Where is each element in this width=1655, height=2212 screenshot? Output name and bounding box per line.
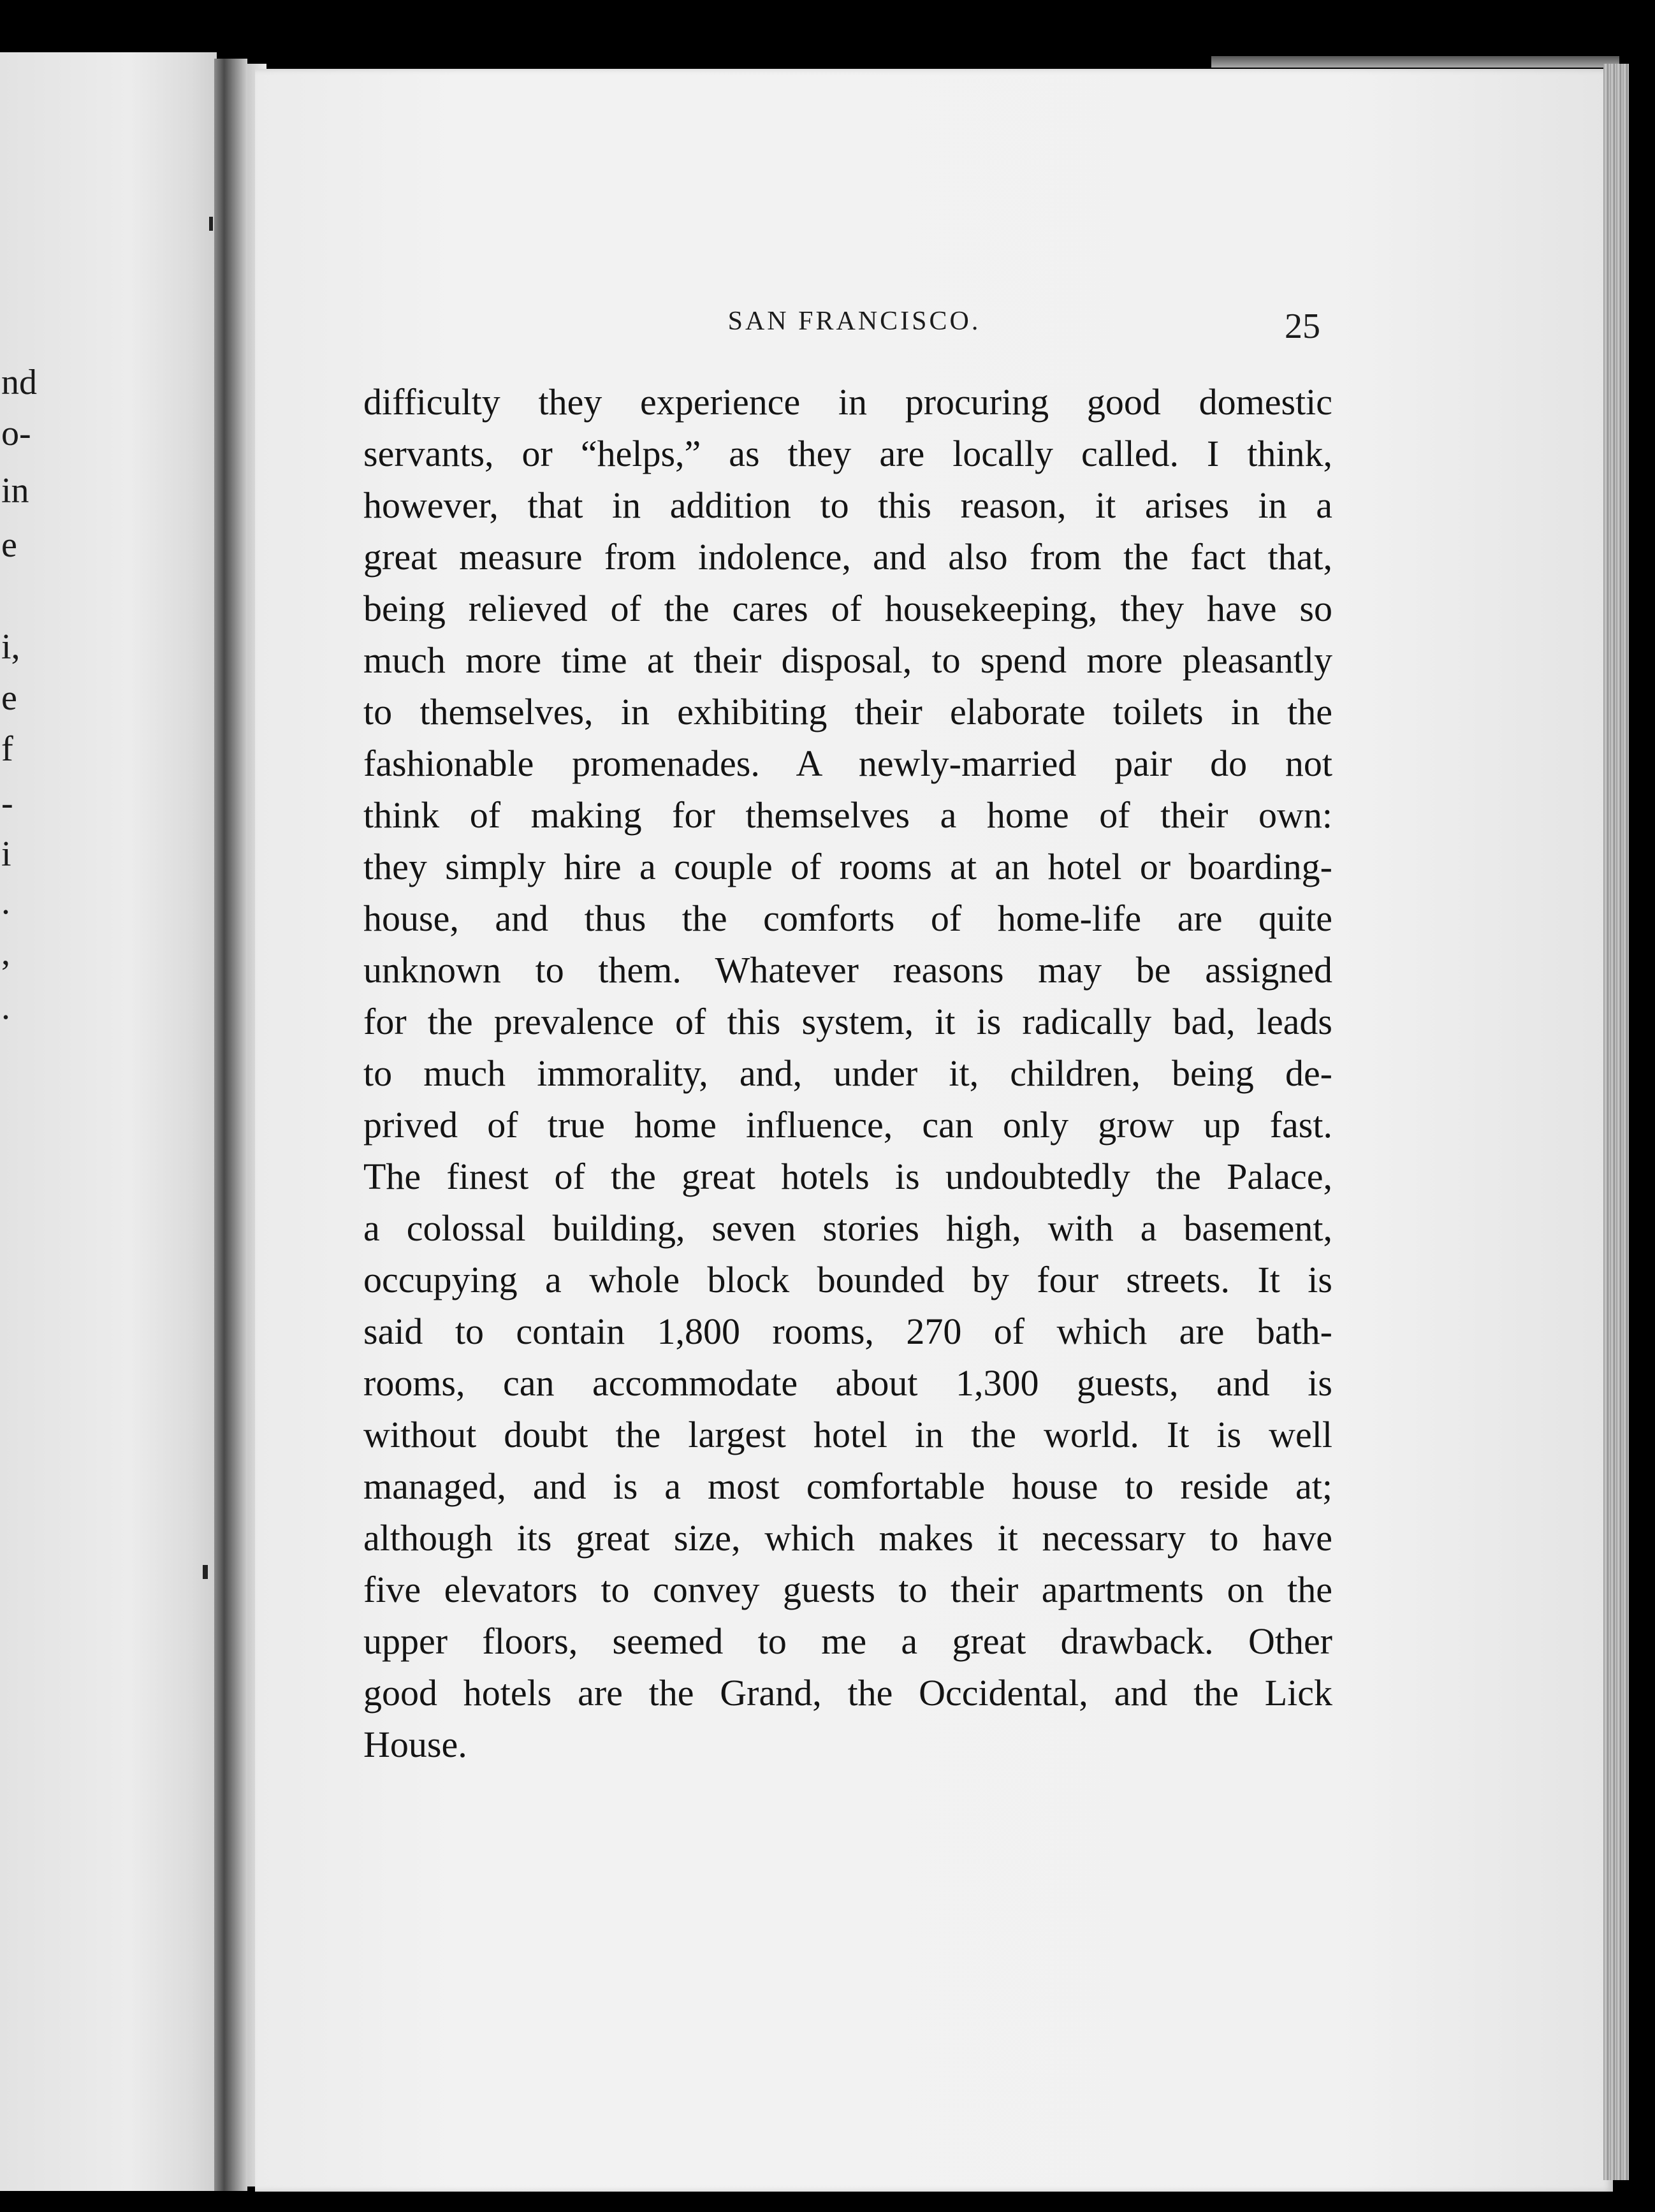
text-line: House. bbox=[363, 1724, 467, 1765]
left-page-fragment: e bbox=[1, 678, 17, 718]
left-page-fragment: o- bbox=[1, 414, 31, 453]
text-line: a colossal building, seven stories high, with a basement, bbox=[363, 1207, 1332, 1249]
left-page-fragment: nd bbox=[1, 363, 37, 402]
text-line: fashionable promenades. A newly-married pair do not bbox=[363, 743, 1332, 784]
left-page-fragment: . bbox=[1, 882, 10, 922]
left-page-fragment: f bbox=[1, 729, 13, 769]
text-line: rooms, can accommodate about 1,300 guests, and is bbox=[363, 1362, 1332, 1404]
text-line: to much immorality, and, under it, children, being de- bbox=[363, 1052, 1332, 1094]
left-page-fragment: i bbox=[1, 834, 11, 874]
left-page-fragment: , bbox=[1, 933, 10, 973]
book-gutter bbox=[214, 59, 247, 2191]
page-top-edge bbox=[1211, 56, 1619, 68]
body-text bbox=[363, 376, 1332, 1770]
text-line: to themselves, in exhibiting their elaborate toilets in the bbox=[363, 691, 1332, 732]
text-line: managed, and is a most comfortable house to reside at; bbox=[363, 1466, 1332, 1507]
left-page-fragment: i, bbox=[1, 627, 20, 667]
text-line: think of making for themselves a home of their own: bbox=[363, 794, 1332, 836]
gutter-mark bbox=[209, 217, 213, 231]
text-line: unknown to them. Whatever reasons may be assigned bbox=[363, 949, 1332, 991]
text-line: much more time at their disposal, to spend more pleasantly bbox=[363, 639, 1332, 681]
left-page-fragment: - bbox=[1, 783, 13, 823]
text-line: five elevators to convey guests to their apartments on the bbox=[363, 1569, 1332, 1610]
text-line: house, and thus the comforts of home-life are quite bbox=[363, 898, 1332, 939]
text-line: good hotels are the Grand, the Occidental, and the Lick bbox=[363, 1672, 1332, 1714]
left-page-fragment: e bbox=[1, 525, 17, 565]
text-line: servants, or “helps,” as they are locally called. I think, bbox=[363, 433, 1332, 474]
text-line: said to contain 1,800 rooms, 270 of which are bath- bbox=[363, 1311, 1332, 1352]
text-line: great measure from indolence, and also from the fact that, bbox=[363, 536, 1332, 578]
text-line: difficulty they experience in procuring good domestic bbox=[363, 381, 1332, 423]
text-line: being relieved of the cares of housekeeping, they have so bbox=[363, 588, 1332, 629]
left-page-fragment: . bbox=[1, 987, 10, 1027]
page-edges bbox=[1603, 64, 1629, 2180]
text-line: upper floors, seemed to me a great drawback. Other bbox=[363, 1620, 1332, 1662]
page-number: 25 bbox=[1285, 307, 1320, 346]
gutter-mark bbox=[203, 1565, 208, 1579]
running-head: SAN FRANCISCO. bbox=[727, 307, 981, 336]
text-line: The finest of the great hotels is undoubtedly the Palace, bbox=[363, 1156, 1332, 1197]
left-page-fragment: in bbox=[1, 471, 29, 511]
previous-page bbox=[0, 52, 217, 2191]
text-line: prived of true home influence, can only grow up fast. bbox=[363, 1104, 1332, 1146]
text-line: for the prevalence of this system, it is radically bad, leads bbox=[363, 1001, 1332, 1042]
text-line: although its great size, which makes it necessary to have bbox=[363, 1517, 1332, 1559]
text-line: without doubt the largest hotel in the world. It is well bbox=[363, 1414, 1332, 1455]
text-line: however, that in addition to this reason, it arises in a bbox=[363, 484, 1332, 526]
text-line: occupying a whole block bounded by four streets. It is bbox=[363, 1259, 1332, 1300]
text-line: they simply hire a couple of rooms at an hotel or boarding- bbox=[363, 846, 1332, 887]
